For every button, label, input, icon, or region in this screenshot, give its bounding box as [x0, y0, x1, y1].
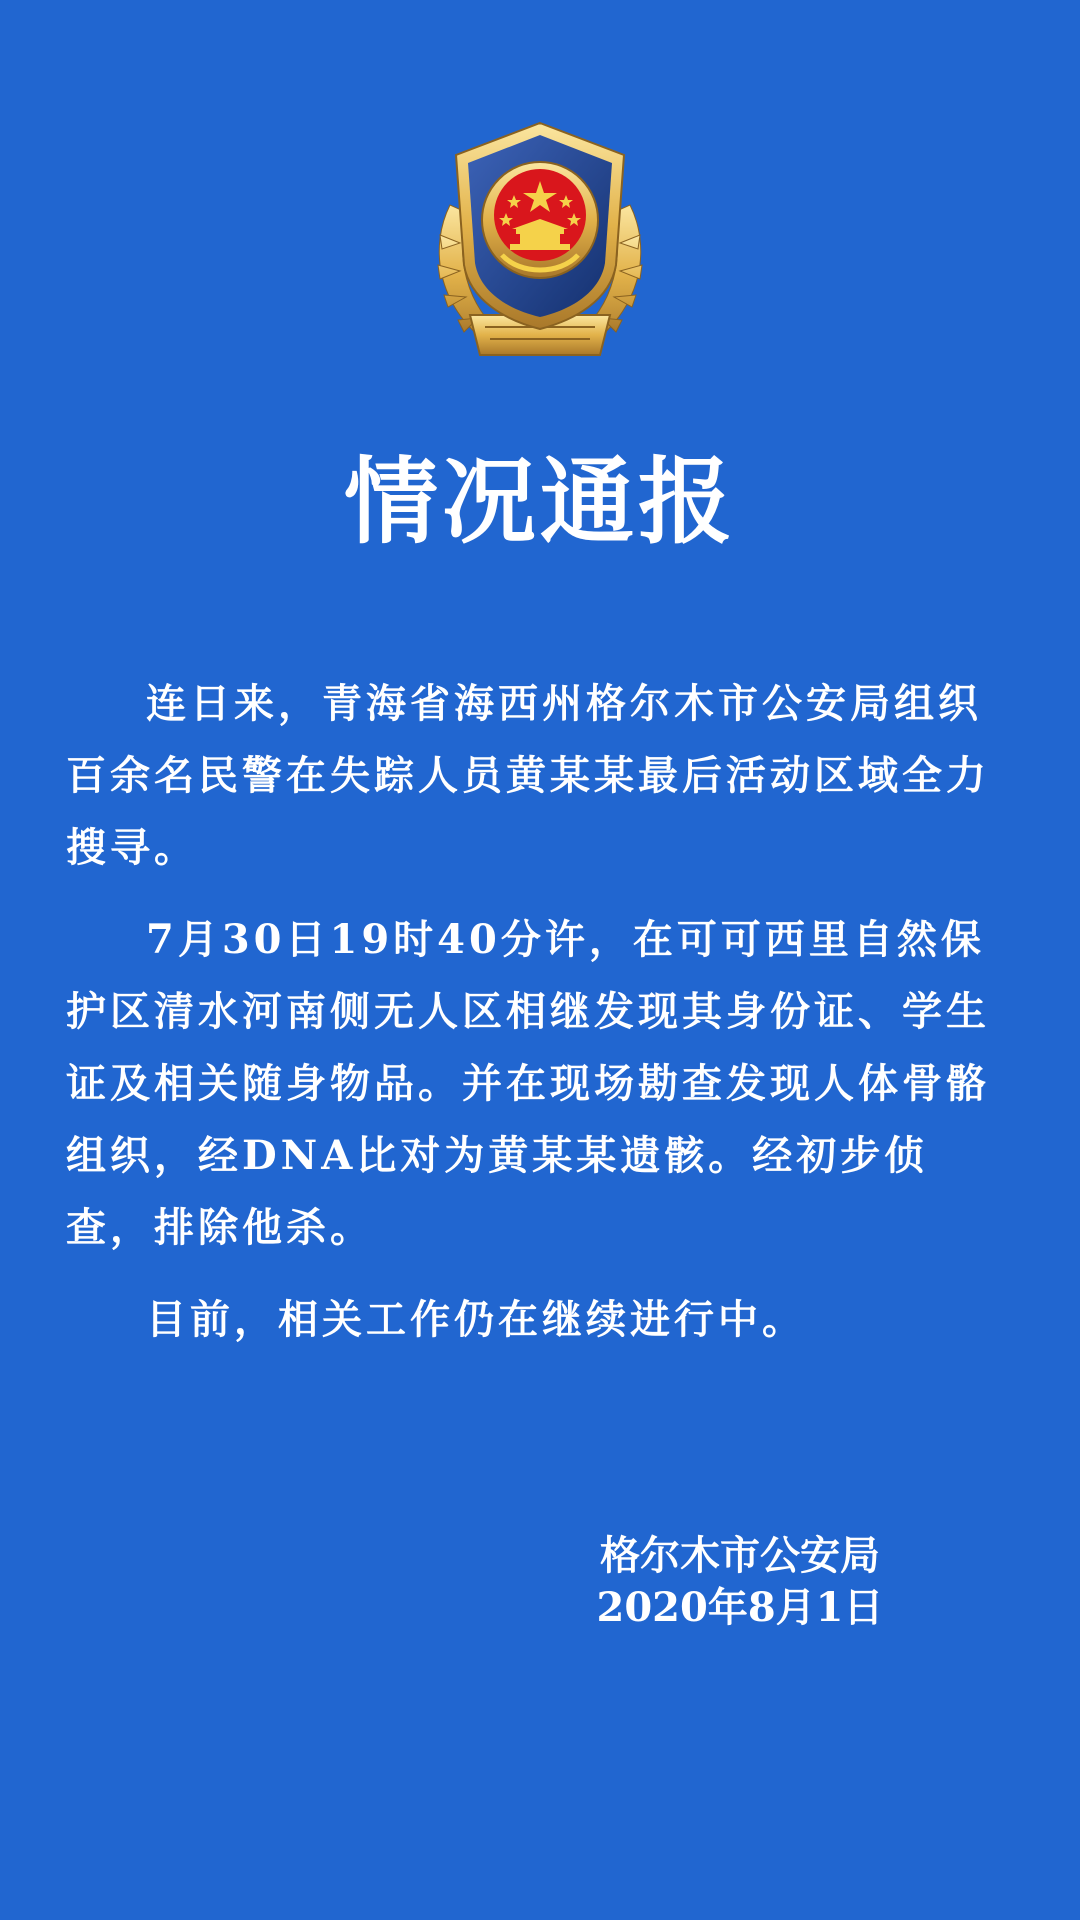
paragraph-search: 连日来，青海省海西州格尔木市公安局组织百余名民警在失踪人员黄某某最后活动区域全力搜寻。: [66, 680, 990, 871]
signature-org: 格尔木市公安局: [600, 1532, 880, 1579]
signature-block: [560, 1530, 920, 1634]
paragraph-status: 目前，相关工作仍在继续进行中。: [146, 1296, 806, 1343]
police-emblem-icon: [410, 115, 670, 375]
signature-date: 2020年8月1日: [596, 1584, 884, 1631]
notice-body: [66, 668, 1006, 1376]
paragraph-discovery: 7月30日19时40分许，在可可西里自然保护区清水河南侧无人区相继发现其身份证、学生证及相关随身物品。并在现场勘查发现人体骨骼组织，经DNA比对为黄某某遗骸。经初步侦查，排除他杀。: [66, 916, 990, 1251]
page-title: 情况通报: [343, 448, 736, 557]
